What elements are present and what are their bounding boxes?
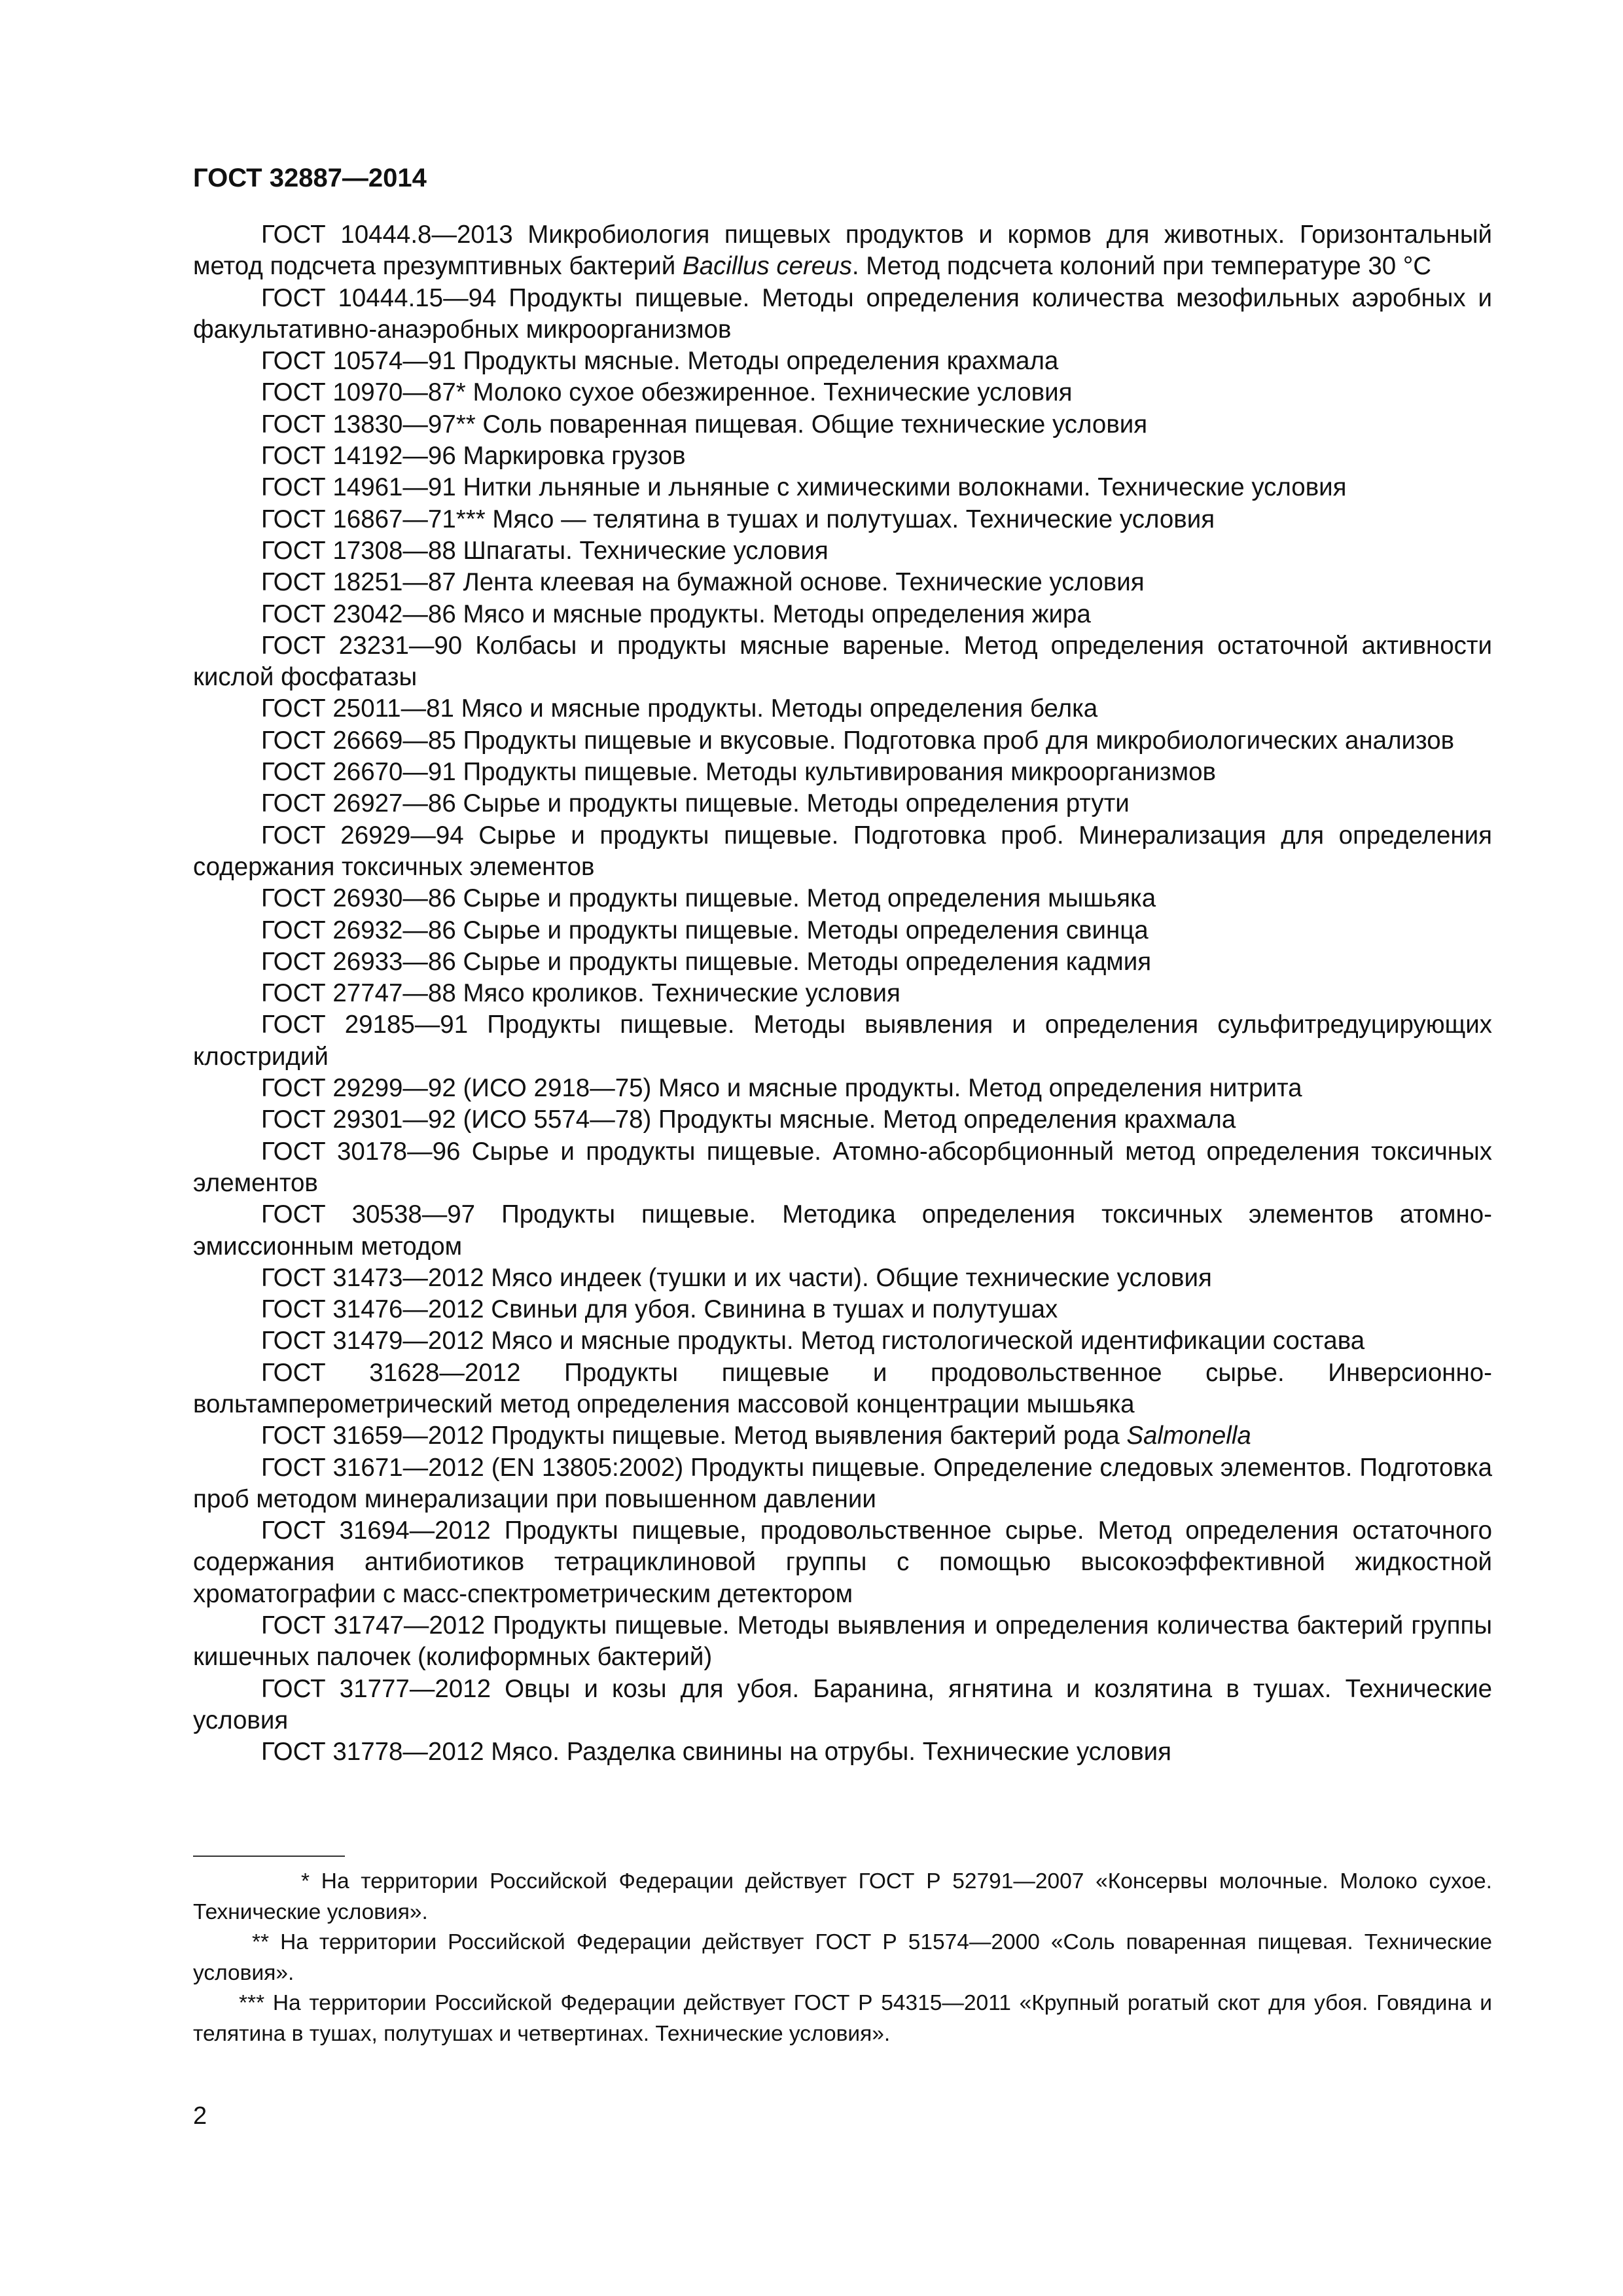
reference-entry [193,219,1492,283]
reference-code: ГОСТ 29185—91 [261,1011,469,1039]
reference-code: ГОСТ 26927—86 [261,789,456,818]
reference-before: Сырье и продукты пищевые. Методы определения кадмия [455,947,1152,976]
reference-before: Сырье и продукты пищевые. Подготовка проб. Минерализация для определения содержания токсичных элементов [193,821,1492,881]
reference-before: Свиньи для убоя. Свинина в тушах и полутушах [484,1295,1058,1324]
reference-before: Мясо кроликов. Технические условия [455,979,901,1008]
reference-before: Продукты пищевые. Методика определения токсичных элементов атомно-эмиссионным методом [193,1200,1492,1261]
reference-entry [193,1515,1492,1610]
reference-code: ГОСТ 18251—87 [261,568,456,597]
reference-entry [193,1073,1492,1104]
reference-code: ГОСТ 31659—2012 [261,1422,484,1450]
reference-entry [193,409,1492,440]
reference-code: ГОСТ 10444.8—2013 [261,221,513,249]
reference-before: Овцы и козы для убоя. Баранина, ягнятина и козлятина в тушах. Технические условия [193,1674,1492,1734]
reference-entry [193,1104,1492,1136]
reference-code: ГОСТ 10444.15—94 [261,283,497,312]
footnote-text: На территории Российской Федерации действует ГОСТ Р 54315—2011 «Крупный рогатый скот для убоя. Говядина и телятина в тушах, полутушах и четвертинах. Технические условия». [193,1991,1492,2046]
reference-before: Продукты пищевые. Метод выявления бактерий рода [484,1422,1127,1450]
reference-entry [193,1263,1492,1294]
reference-before: Продукты пищевые, продовольственное сырье. Метод определения остаточного содержания антибиотиков тетрациклиновой группы с помощью высокоэффективной жидкостной хроматографии с масс-спектрометрическим детектором [193,1516,1492,1608]
reference-entry [193,1009,1492,1073]
reference-entry [193,1610,1492,1674]
reference-entry [193,1736,1492,1768]
reference-before: (ИСО 5574—78) Продукты мясные. Метод определения крахмала [455,1105,1236,1134]
reference-before: Мясо и мясные продукты. Методы определения жира [455,600,1091,628]
reference-before: Сырье и продукты пищевые. Атомно-абсорбционный метод определения токсичных элементов [193,1137,1492,1197]
reference-before: Продукты мясные. Методы определения крахмала [455,347,1059,376]
reference-entry [193,599,1492,630]
reference-before: Маркировка грузов [455,442,686,471]
reference-em: Salmonella [1126,1422,1251,1450]
reference-code: ГОСТ 26929—94 [261,821,464,850]
page-number: 2 [193,2102,207,2130]
reference-code: ГОСТ 10574—91 [261,347,456,376]
reference-before: Мясо индеек (тушки и их части). Общие технические условия [484,1263,1212,1292]
reference-entry [193,820,1492,884]
reference-code: ГОСТ 26932—86 [261,916,456,944]
normative-references [193,219,1492,1768]
reference-code: ГОСТ 23231—90 [261,631,463,660]
reference-before: Мясо — телятина в тушах и полутушах. Технические условия [485,505,1215,533]
reference-before: Продукты пищевые. Методы культивирования микроорганизмов [455,758,1216,787]
footnote-divider [193,1856,345,1857]
reference-entry [193,377,1492,408]
reference-entry [193,472,1492,503]
reference-before: Мясо и мясные продукты. Методы определения белка [454,694,1098,723]
reference-code: ГОСТ 31628—2012 [261,1358,521,1387]
reference-code: ГОСТ 23042—86 [261,600,456,628]
footnote-mark: * [301,1869,310,1893]
reference-entry [193,346,1492,377]
reference-before: Соль поваренная пищевая. Общие технические условия [475,410,1148,439]
reference-before: Лента клеевая на бумажной основе. Технические условия [455,568,1145,597]
reference-before: Продукты пищевые. Методы определения количества мезофильных аэробных и факультативно-анаэробных микроорганизмов [193,283,1492,344]
reference-before: Шпагаты. Технические условия [455,536,829,565]
reference-entry [193,1452,1492,1516]
reference-code: ГОСТ 31479—2012 [261,1327,484,1355]
reference-code: ГОСТ 31778—2012 [261,1738,484,1767]
reference-entry [193,978,1492,1009]
reference-entry [193,630,1492,694]
reference-after: . Метод подсчета колоний при температуре 30 °С [851,252,1432,281]
reference-code: ГОСТ 17308—88 [261,536,456,565]
reference-entry [193,1357,1492,1421]
footnote [193,1928,1492,1988]
reference-entry [193,1199,1492,1263]
reference-entry [193,440,1492,472]
reference-before: Сырье и продукты пищевые. Методы определения ртути [455,789,1130,818]
reference-before: Продукты пищевые и вкусовые. Подготовка проб для микробиологических анализов [455,726,1455,755]
reference-code: ГОСТ 31747—2012 [261,1611,486,1640]
reference-code: ГОСТ 31777—2012 [261,1674,491,1703]
reference-entry [193,1136,1492,1200]
reference-code: ГОСТ 14192—96 [261,442,456,471]
reference-code: ГОСТ 31694—2012 [261,1516,491,1545]
reference-entry [193,946,1492,978]
reference-entry [193,283,1492,346]
reference-before: (EN 13805:2002) Продукты пищевые. Определение следовых элементов. Подготовка проб методом минерализации при повышенном давлении [193,1453,1492,1513]
reference-code: ГОСТ 30178—96 [261,1137,461,1166]
reference-code: ГОСТ 26670—91 [261,758,456,787]
reference-before: Молоко сухое обезжиренное. Технические условия [465,378,1073,407]
reference-code: ГОСТ 31476—2012 [261,1295,484,1324]
footnote-mark: ** [252,1930,270,1954]
reference-code: ГОСТ 26669—85 [261,726,456,755]
reference-entry [193,504,1492,535]
footnote-mark: *** [239,1991,265,2015]
reference-entry [193,1325,1492,1357]
reference-entry [193,1420,1492,1452]
reference-code: ГОСТ 29299—92 [261,1074,456,1103]
footnote-text: На территории Российской Федерации действует ГОСТ Р 51574—2000 «Соль поваренная пищевая. Технические условия». [193,1930,1492,1985]
reference-before: Мясо и мясные продукты. Метод гистологической идентификации состава [484,1327,1365,1355]
reference-code: ГОСТ 13830—97** [261,410,476,439]
reference-entry [193,1294,1492,1325]
reference-code: ГОСТ 31671—2012 [261,1453,484,1482]
reference-em: Bacillus cereus [682,252,852,281]
reference-code: ГОСТ 16867—71*** [261,505,486,533]
reference-before: (ИСО 2918—75) Мясо и мясные продукты. Метод определения нитрита [455,1074,1302,1103]
footnotes [193,1867,1492,2049]
reference-before: Сырье и продукты пищевые. Метод определения мышьяка [455,884,1156,913]
reference-before: Продукты пищевые. Методы выявления и определения сульфитредуцирующих клостридий [193,1011,1493,1071]
reference-entry [193,725,1492,757]
reference-code: ГОСТ 14961—91 [261,473,456,502]
reference-entry [193,788,1492,819]
reference-before: Мясо. Разделка свинины на отрубы. Технические условия [484,1738,1171,1767]
reference-before: Нитки льняные и льняные с химическими волокнами. Технические условия [455,473,1347,502]
reference-code: ГОСТ 27747—88 [261,979,456,1008]
reference-before: Сырье и продукты пищевые. Методы определения свинца [455,916,1149,944]
reference-entry [193,883,1492,914]
reference-entry [193,757,1492,788]
reference-code: ГОСТ 25011—81 [261,694,454,723]
reference-before: Микробиология пищевых продуктов и кормов для животных. Горизонтальный метод подсчета презумптивных бактерий [193,221,1493,281]
reference-code: ГОСТ 10970—87* [261,378,466,407]
footnote [193,1867,1492,1928]
document-header: ГОСТ 32887—2014 [193,164,427,192]
reference-entry [193,535,1492,567]
reference-entry [193,567,1492,598]
footnote-text: На территории Российской Федерации действует ГОСТ Р 52791—2007 «Консервы молочные. Молоко сухое. Технические условия». [193,1869,1492,1924]
reference-code: ГОСТ 26930—86 [261,884,456,913]
reference-before: Продукты пищевые и продовольственное сырье. Инверсионно-вольтамперометрический метод определения массовой концентрации мышьяка [193,1358,1492,1418]
reference-entry [193,693,1492,725]
reference-before: Колбасы и продукты мясные вареные. Метод определения остаточной активности кислой фосфатазы [193,631,1492,692]
reference-entry [193,915,1492,946]
reference-code: ГОСТ 31473—2012 [261,1263,484,1292]
reference-code: ГОСТ 26933—86 [261,947,456,976]
reference-code: ГОСТ 30538—97 [261,1200,476,1229]
reference-before: Продукты пищевые. Методы выявления и определения количества бактерий группы кишечных палочек (колиформных бактерий) [193,1611,1492,1672]
reference-code: ГОСТ 29301—92 [261,1105,456,1134]
footnote [193,1988,1492,2049]
reference-entry [193,1674,1492,1737]
